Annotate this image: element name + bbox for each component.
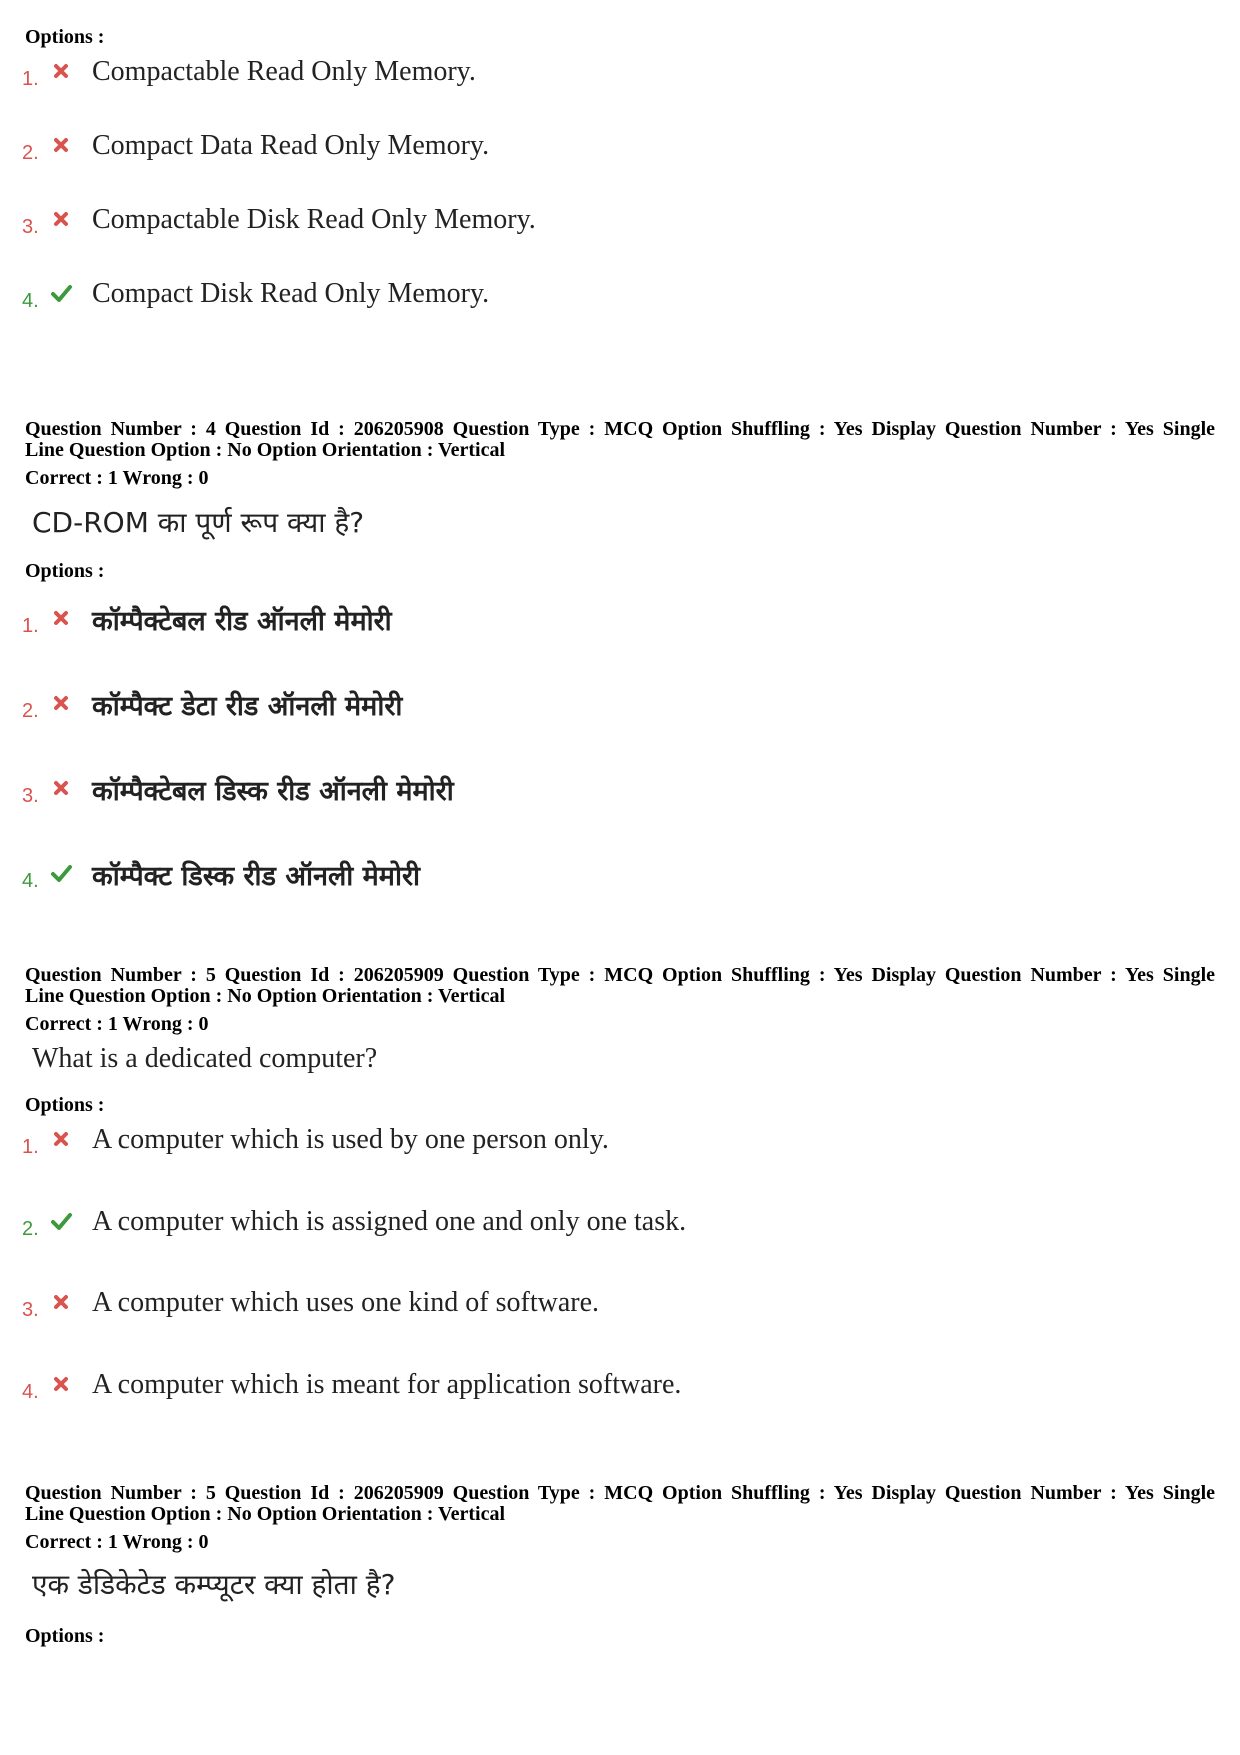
question-meta-line2: Line Question Option : No Option Orientation : Vertical <box>25 439 506 461</box>
option-number: 4. <box>22 870 39 892</box>
option-number: 3. <box>22 785 39 807</box>
option-number: 2. <box>22 142 39 164</box>
check-icon <box>50 862 72 884</box>
score-line: Correct : 1 Wrong : 0 <box>25 1531 209 1553</box>
option-number: 1. <box>22 615 39 637</box>
option-number: 1. <box>22 1136 39 1158</box>
question-text: What is a dedicated computer? <box>32 1043 378 1074</box>
option-text: कॉम्पैक्टेबल रीड ऑनली मेमोरी <box>92 606 392 637</box>
wrong-icon <box>50 1291 72 1313</box>
score-line: Correct : 1 Wrong : 0 <box>25 1013 209 1035</box>
option-number: 1. <box>22 68 39 90</box>
check-icon <box>50 1210 72 1232</box>
question-text: एक डेडिकेटेड कम्प्यूटर क्या होता है? <box>32 1568 396 1601</box>
option-text: कॉम्पैक्ट डिस्क रीड ऑनली मेमोरी <box>92 861 420 892</box>
question-text: CD-ROM का पूर्ण रूप क्या है? <box>32 506 365 539</box>
wrong-icon <box>50 777 72 799</box>
options-label: Options : <box>25 1094 105 1116</box>
wrong-icon <box>50 1128 72 1150</box>
option-text: Compactable Disk Read Only Memory. <box>92 204 536 235</box>
option-number: 2. <box>22 700 39 722</box>
options-label: Options : <box>25 26 105 48</box>
question-meta-line1: Question Number : 5 Question Id : 206205909 Question Type : MCQ Option Shuffling : Yes Display Question Number : Yes Single <box>25 964 1215 986</box>
wrong-icon <box>50 208 72 230</box>
option-text: A computer which is assigned one and only one task. <box>92 1206 687 1237</box>
option-text: Compactable Read Only Memory. <box>92 56 476 87</box>
option-number: 3. <box>22 1299 39 1321</box>
option-text: कॉम्पैक्ट डेटा रीड ऑनली मेमोरी <box>92 691 403 722</box>
question-meta-line1: Question Number : 4 Question Id : 206205908 Question Type : MCQ Option Shuffling : Yes Display Question Number : Yes Single <box>25 418 1215 440</box>
option-number: 4. <box>22 1381 39 1403</box>
option-number: 2. <box>22 1218 39 1240</box>
wrong-icon <box>50 607 72 629</box>
option-text: A computer which is meant for application software. <box>92 1369 682 1400</box>
wrong-icon <box>50 134 72 156</box>
option-text: Compact Disk Read Only Memory. <box>92 278 490 309</box>
wrong-icon <box>50 1373 72 1395</box>
question-meta-line2: Line Question Option : No Option Orientation : Vertical <box>25 1503 506 1525</box>
question-meta-line2: Line Question Option : No Option Orientation : Vertical <box>25 985 506 1007</box>
check-icon <box>50 282 72 304</box>
option-text: Compact Data Read Only Memory. <box>92 130 490 161</box>
option-number: 3. <box>22 216 39 238</box>
options-label: Options : <box>25 1625 105 1647</box>
options-label: Options : <box>25 560 105 582</box>
option-number: 4. <box>22 290 39 312</box>
score-line: Correct : 1 Wrong : 0 <box>25 467 209 489</box>
question-meta-line1: Question Number : 5 Question Id : 206205909 Question Type : MCQ Option Shuffling : Yes Display Question Number : Yes Single <box>25 1482 1215 1504</box>
wrong-icon <box>50 692 72 714</box>
option-text: कॉम्पैक्टेबल डिस्क रीड ऑनली मेमोरी <box>92 776 454 807</box>
option-text: A computer which is used by one person only. <box>92 1124 609 1155</box>
wrong-icon <box>50 60 72 82</box>
option-text: A computer which uses one kind of software. <box>92 1287 599 1318</box>
